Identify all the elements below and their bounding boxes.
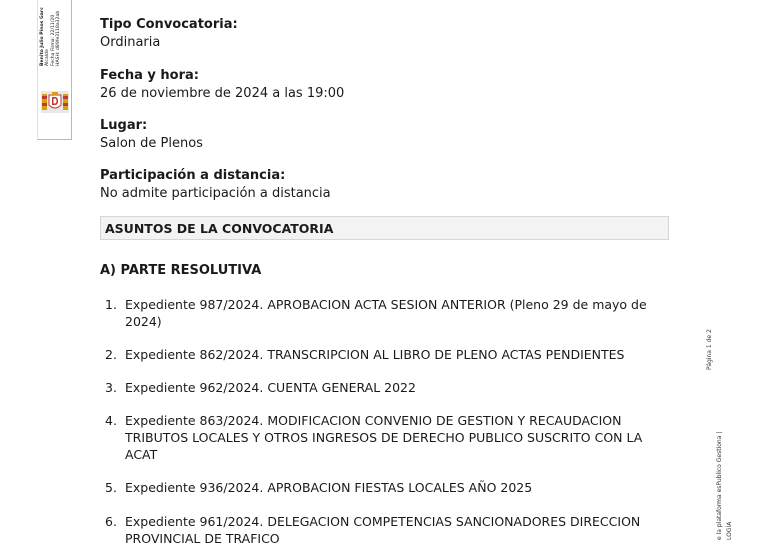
signature-strip	[37, 0, 72, 140]
meeting-date-label: Fecha y hora:	[100, 68, 199, 83]
agenda-item-text: TRIBUTOS LOCALES Y OTROS INGRESOS DE DERECHO PUBLICO SUSCRITO CON LA	[125, 430, 643, 445]
remote-participation-label: Participación a distancia:	[100, 168, 286, 183]
agenda-item-text: Expediente 863/2024. MODIFICACION CONVENIO DE GESTION Y RECAUDACION	[125, 413, 622, 428]
agenda-item-number: 5.	[105, 480, 117, 495]
agenda-item-text: Expediente 987/2024. APROBACION ACTA SESION ANTERIOR (Pleno 29 de mayo de	[125, 297, 647, 312]
meeting-type-value: Ordinaria	[100, 35, 161, 50]
municipal-seal-icon	[41, 91, 69, 113]
agenda-item-text: Expediente 936/2024. APROBACION FIESTAS LOCALES AÑO 2025	[125, 480, 533, 495]
agenda-item-number: 1.	[105, 297, 117, 312]
agenda-item-text: PROVINCIAL DE TRAFICO	[125, 531, 280, 546]
agenda-item-number: 6.	[105, 514, 117, 529]
signature-text	[40, 0, 62, 66]
part-heading: A) PARTE RESOLUTIVA	[100, 263, 262, 278]
meeting-type-label: Tipo Convocatoria:	[100, 17, 238, 32]
meeting-date-value: 26 de noviembre de 2024 a las 19:00	[100, 86, 345, 101]
agenda-item-text: Expediente 962/2024. CUENTA GENERAL 2022	[125, 380, 416, 395]
agenda-item-text: Expediente 862/2024. TRANSCRIPCION AL LIBRO DE PLENO ACTAS PENDIENTES	[125, 347, 625, 362]
agenda-item-text: 2024)	[125, 314, 162, 329]
signature-date: Fecha Firma: 22/11/20	[50, 14, 56, 66]
agenda-item-number: 2.	[105, 347, 117, 362]
agenda-item-number: 3.	[105, 380, 117, 395]
meeting-place-value: Salon de Plenos	[100, 136, 203, 151]
footer-fragment: LOGÍA	[726, 521, 733, 540]
signature-hash: HASH: d89fe3118a32ab	[56, 10, 62, 66]
page-number: Página 1 de 2	[706, 329, 713, 370]
platform-note: e la plataforma esPublico Gestiona |	[716, 431, 723, 540]
agenda-item-text: ACAT	[125, 447, 158, 462]
signer-name: Benito Julio Pinos Garc	[40, 7, 45, 66]
agenda-section-header	[100, 216, 669, 240]
meeting-place-label: Lugar:	[100, 118, 148, 133]
signer-role: Alcalde	[45, 49, 51, 66]
agenda-item-number: 4.	[105, 413, 117, 428]
agenda-section-title: ASUNTOS DE LA CONVOCATORIA	[105, 221, 334, 236]
remote-participation-value: No admite participación a distancia	[100, 186, 331, 201]
agenda-item-text: Expediente 961/2024. DELEGACION COMPETENCIAS SANCIONADORES DIRECCION	[125, 514, 641, 529]
